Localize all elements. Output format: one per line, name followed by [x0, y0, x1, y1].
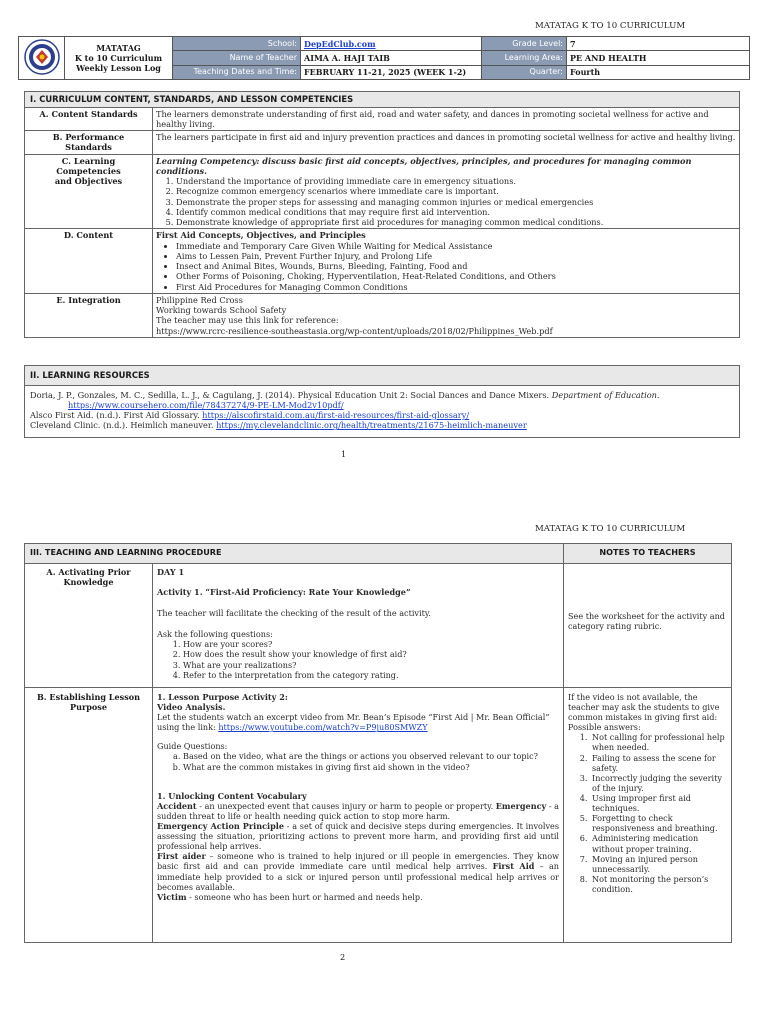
vocab-definition: - an unexpected event that causes injury or harm to people or property.: [196, 800, 496, 811]
competencies-label-line-1: C. Learning: [61, 155, 116, 166]
vocab-entry: [157, 801, 559, 821]
school-value: [301, 37, 482, 51]
reference-2-text: Alsco First Aid. (n.d.). First Aid Glossary.: [30, 410, 203, 420]
curriculum-section: [24, 91, 740, 338]
reference-2: [30, 410, 734, 420]
reference-3: [30, 420, 734, 430]
possible-answer: 7. Moving an injured person unnecessarily.: [590, 854, 727, 874]
possible-answer: 4. Using improper first aid techniques.: [590, 793, 727, 813]
brand-line-3: Weekly Lesson Log: [76, 63, 161, 73]
objective-item: 5. Demonstrate knowledge of appropriate first aid procedures for managing common medical conditions.: [176, 217, 736, 227]
quarter-label: Quarter:: [482, 65, 567, 79]
vocab-term: First aider: [157, 851, 206, 862]
procedure-header: III. TEACHING AND LEARNING PROCEDURE: [25, 544, 564, 564]
content-item: • Immediate and Temporary Care Given While Waiting for Medical Assistance: [176, 241, 736, 251]
reference-1: [30, 390, 734, 411]
vocab-term: Victim: [157, 891, 187, 902]
integration-label: E. Integration: [25, 293, 153, 337]
vocab-block: [157, 801, 559, 902]
performance-label-line-2: Standards: [65, 142, 112, 153]
quarter-value: Fourth: [567, 65, 750, 79]
reference-3-text: Cleveland Clinic. (n.d.). Heimlich maneuver.: [30, 420, 217, 431]
school-link[interactable]: DepEdClub.com: [304, 38, 376, 49]
video-intro: [157, 712, 559, 732]
teacher-value: AIMA A. HAJI TAIB: [301, 51, 482, 65]
reference-1-publisher: Department of Education.: [551, 389, 660, 400]
content-item: • Aims to Lessen Pain, Prevent Further Injury, and Prolong Life: [176, 251, 736, 261]
establishing-purpose-label: [25, 687, 153, 942]
content-item: • Other Forms of Poisoning, Choking, Hyperventilation, Heat-Related Conditions, and Others: [176, 271, 736, 281]
competencies-label-line-2: Competencies: [56, 165, 121, 176]
vocab-definition: - a set of quick and decisive steps during emergencies. It involves assessing the situation, prioritizing actions to prevent more harm, and providing first aid until professional help arrives.: [157, 821, 559, 852]
a-label-line-2: Knowledge: [63, 577, 114, 588]
content-label: D. Content: [25, 229, 153, 294]
vocab-heading: 1. Unlocking Content Vocabulary: [157, 790, 307, 801]
content-item: • First Aid Procedures for Managing Common Conditions: [176, 282, 736, 292]
content-cell: [153, 229, 740, 294]
objective-item: 2. Recognize common emergency scenarios where immediate care is important.: [176, 186, 736, 196]
dates-value: FEBRUARY 11-21, 2025 (WEEK 1-2): [301, 65, 482, 79]
ask-text: Ask the following questions:: [157, 629, 273, 640]
vocab-entry: [157, 892, 559, 902]
objective-item: 4. Identify common medical conditions that may require first aid intervention.: [176, 207, 736, 217]
content-standards-text: The learners demonstrate understanding of first aid, road and water safety, and dances in promoting societal wellness for active and healthy living.: [153, 107, 740, 131]
video-link[interactable]: https://www.youtube.com/watch?v=P9ju80SMWZY: [218, 722, 428, 733]
competencies-cell: [153, 154, 740, 229]
b-label-line-1: B. Establishing Lesson: [36, 691, 141, 702]
integration-url: https://www.rcrc-resilience-southeastasia.org/wp-content/uploads/2018/02/Philippines_Web.pdf: [156, 325, 553, 336]
a-label-line-1: A. Activating Prior: [46, 566, 131, 577]
guide-questions-label: Guide Questions:: [157, 741, 228, 752]
question-list: [157, 639, 559, 679]
grade-value: 7: [567, 37, 750, 51]
guide-question-list: [157, 751, 559, 771]
dates-label: Teaching Dates and Time:: [173, 65, 301, 79]
resources-cell: [25, 385, 740, 437]
section-2-title: II. LEARNING RESOURCES: [25, 366, 740, 386]
reference-3-link[interactable]: https://my.clevelandclinic.org/health/treatments/21675-heimlich-maneuver: [216, 420, 527, 431]
page-number-2: 2: [340, 952, 346, 962]
teacher-label: Name of Teacher: [173, 51, 301, 65]
video-analysis-heading: Video Analysis.: [157, 702, 226, 713]
performance-standards-text: The learners participate in first aid and injury prevention practices and dances in promoting societal wellness for active and healthy living.: [153, 131, 740, 155]
vocab-term: First Aid: [492, 861, 535, 872]
grade-label: Grade Level:: [482, 37, 567, 51]
vocab-term: Accident: [157, 800, 197, 811]
content-title: First Aid Concepts, Objectives, and Principles: [156, 230, 366, 241]
possible-answer: 5. Forgetting to check responsiveness and breathing.: [590, 813, 727, 833]
section-1-title: I. CURRICULUM CONTENT, STANDARDS, AND LESSON COMPETENCIES: [25, 92, 740, 108]
possible-answer: 3. Incorrectly judging the severity of the injury.: [590, 773, 727, 793]
activating-prior-knowledge-label: [25, 563, 153, 687]
question-item: 2. How does the result show your knowledge of first aid?: [183, 649, 559, 659]
vocab-definition: – an immediate help provided to a sick or injured person until professional medical help arrives or becomes available.: [157, 861, 559, 892]
guide-question-item: b. What are the common mistakes in giving first aid shown in the video?: [183, 762, 559, 772]
content-standards-label: A. Content Standards: [25, 107, 153, 131]
establishing-content: [153, 687, 564, 942]
vocab-definition: - someone who has been hurt or harmed and needs help.: [186, 891, 423, 902]
vocab-entry: [157, 821, 559, 851]
possible-answer: 1. Not calling for professional help when needed.: [590, 732, 727, 752]
guide-question-item: a. Based on the video, what are the things or actions you observed relevant to our topic?: [183, 751, 559, 761]
activating-content: [153, 563, 564, 687]
deped-seal: [19, 37, 65, 80]
reference-2-link[interactable]: https://alscofirstaid.com.au/first-aid-resources/first-aid-glossary/: [202, 410, 470, 420]
notes-possible: Possible answers:: [568, 722, 641, 733]
learning-resources-section: [24, 365, 740, 438]
learning-competency: Learning Competency: discuss basic first aid concepts, objectives, principles, and procedures for managing common conditions.: [156, 155, 692, 176]
teaching-procedure-section: [24, 543, 732, 943]
integration-line: Philippine Red Cross: [156, 294, 243, 305]
b-label-line-2: Purpose: [70, 702, 107, 713]
video-intro-text: Let the students watch an excerpt video from Mr. Bean’s Episode “First Aid | Mr. Bean Official” using the link:: [157, 712, 550, 733]
running-header-2: MATATAG K TO 10 CURRICULUM: [535, 524, 686, 534]
activating-notes: See the worksheet for the activity and category rating rubric.: [564, 563, 732, 687]
vocab-entry: [157, 851, 559, 891]
possible-answer: 6. Administering medication without proper training.: [590, 833, 727, 853]
activity-1-title: Activity 1. “First-Aid Proficiency: Rate Your Knowledge”: [157, 587, 411, 598]
integration-line: Working towards School Safety: [156, 305, 287, 315]
objective-item: 3. Demonstrate the proper steps for assessing and managing common injuries or medical emergencies: [176, 197, 736, 207]
integration-line: The teacher may use this link for reference:: [156, 315, 339, 326]
notes-intro: If the video is not available, the teacher may ask the students to give common mistakes in giving first aid:: [568, 691, 720, 723]
vocab-definition: – someone who is trained to help injured or ill people in emergencies. They know basic first aid and can provide immediate care until medical help arrives.: [157, 851, 560, 872]
brand-line-1: MATATAG: [96, 43, 141, 53]
running-header: MATATAG K TO 10 CURRICULUM: [535, 21, 686, 31]
question-item: 4. Refer to the interpretation from the category rating.: [183, 670, 559, 680]
deped-seal-icon: [24, 39, 60, 75]
brand-title: [65, 37, 173, 80]
school-label: School:: [173, 37, 301, 51]
content-item: • Insect and Animal Bites, Wounds, Burns, Bleeding, Fainting, Food and: [176, 261, 736, 271]
possible-answers-list: [568, 732, 727, 894]
vocab-definition: - a sudden threat to life or health needing quick action to stop more harm.: [157, 800, 559, 821]
lesson-log-header: [18, 36, 750, 80]
lesson-purpose-heading: 1. Lesson Purpose Activity 2:: [157, 691, 288, 702]
possible-answer: 8. Not monitoring the person’s condition.: [590, 874, 727, 894]
performance-label-line-1: B. Performance: [52, 132, 125, 142]
reference-1-text: Doria, J. P., Gonzales, M. C., Sedilla, L. J., & Cagulang, J. (2014). Physical Education Unit 2: Social Dances and Dance Mixers.: [30, 389, 552, 400]
competencies-label-line-3: and Objectives: [54, 176, 123, 186]
vocab-term: Emergency Action Principle: [157, 821, 284, 832]
establishing-notes: [564, 687, 732, 942]
facilitate-text: The teacher will facilitate the checking of the result of the activity.: [157, 608, 431, 619]
question-item: 1. How are your scores?: [183, 639, 559, 649]
day-label: DAY 1: [157, 566, 185, 577]
notes-header: NOTES TO TEACHERS: [564, 544, 732, 564]
vocab-term: Emergency: [495, 800, 547, 811]
content-list: [156, 241, 736, 292]
brand-line-2: K to 10 Curriculum: [74, 53, 163, 63]
performance-standards-label: [25, 131, 153, 155]
competencies-label: [25, 154, 153, 229]
objective-item: 1. Understand the importance of providing immediate care in emergency situations.: [176, 176, 736, 186]
integration-cell: [153, 293, 740, 337]
objectives-list: [156, 176, 736, 227]
reference-1-link[interactable]: https://www.coursehero.com/file/78437274/9-PE-LM-Mod2v10pdf/: [68, 399, 344, 410]
area-label: Learning Area:: [482, 51, 567, 65]
possible-answer: 2. Failing to assess the scene for safety.: [590, 753, 727, 773]
page-number-1: 1: [341, 449, 347, 459]
question-item: 3. What are your realizations?: [183, 660, 559, 670]
area-value: PE AND HEALTH: [567, 51, 750, 65]
